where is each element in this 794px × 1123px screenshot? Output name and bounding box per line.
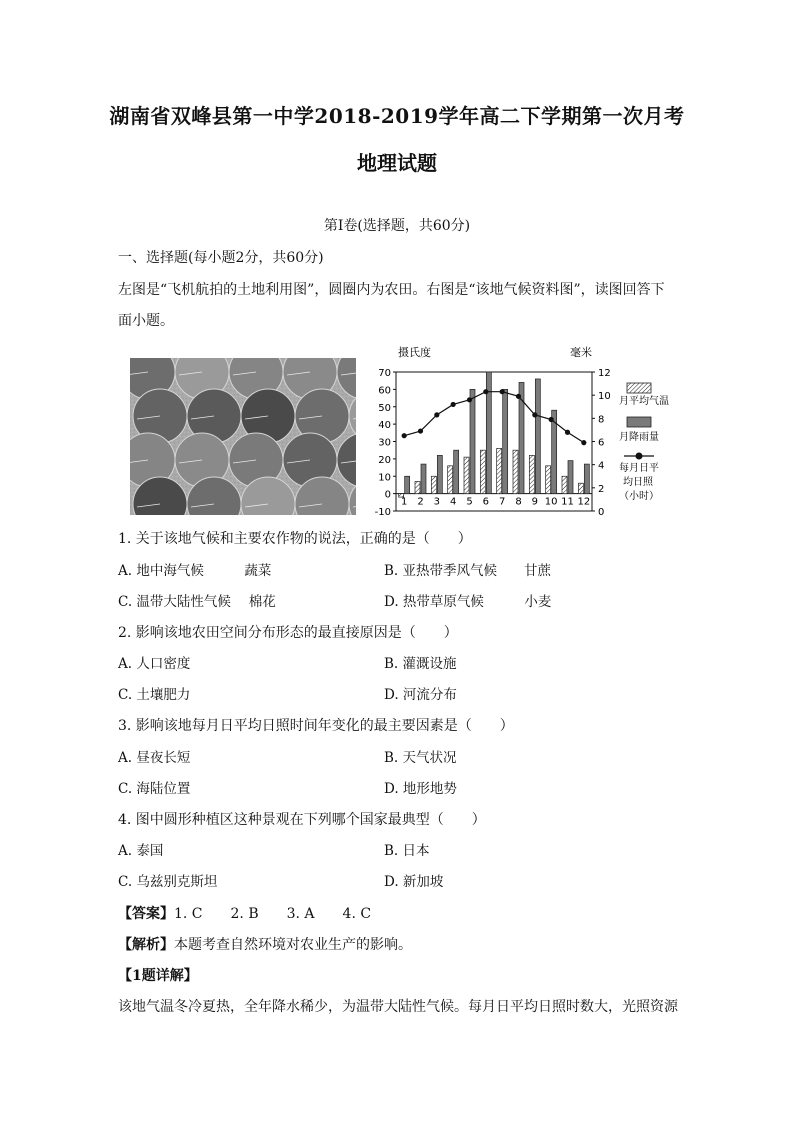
question-2-option-b: B. 灌溉设施 [384,656,457,672]
month-tick-label: 10 [544,496,558,508]
part-heading: 一、选择题(每小题2分，共60分) [118,250,324,266]
legend-temp-swatch [627,383,651,393]
right-axis-tick-label: 2 [598,483,605,495]
document-subtitle: 地理试题 [357,151,437,175]
question-4-stem: 4. 图中圆形种植区这种景观在下列哪个国家最典型（ ） [118,812,486,828]
month-tick-label: 7 [498,496,506,508]
left-axis-tick-label: 50 [378,402,391,414]
intro-text-line1: 左图是“飞机航拍的土地利用图”，圆圈内为农田。右图是“该地气候资料图”，读图回答下 [118,282,665,298]
question-1-option-a: A. 地中海气候 蔬菜 [118,563,272,579]
question-1-stem: 1. 关于该地气候和主要农作物的说法，正确的是（ ） [118,531,472,547]
question-3-option-a: A. 昼夜长短 [118,750,191,766]
detail-label: 【1题详解】 [118,968,198,984]
sunshine-point [402,433,407,438]
right-axis-tick-label: 6 [598,437,605,449]
temperature-bar [546,466,551,494]
temperature-bar [513,450,518,493]
legend-sun-dot [636,453,643,460]
rainfall-bar [503,389,508,493]
month-tick-label: 9 [531,496,539,508]
temperature-bar [464,457,469,493]
analysis-line [118,936,412,954]
legend-rain-swatch [627,417,651,427]
rainfall-bar [454,450,459,493]
sunshine-point [434,412,439,417]
question-2-option-a: A. 人口密度 [118,656,191,672]
legend-rain-label: 月降雨量 [619,432,659,443]
month-tick-label: 3 [433,496,441,508]
question-2-option-c: C. 土壤肥力 [118,687,191,703]
left-axis-tick-label: 20 [378,454,391,466]
temperature-bar [529,455,534,493]
rainfall-bar [584,464,589,494]
rainfall-bar [437,455,442,493]
document-title: 湖南省双峰县第一中学2018-2019学年高二下学期第一次月考 [109,104,685,128]
month-tick-label: 11 [561,496,574,508]
question-3-stem: 3. 影响该地每月日平均日照时间年变化的最主要因素是（ ） [118,718,514,734]
sunshine-point [565,430,570,435]
question-2-option-d: D. 河流分布 [384,687,457,703]
sunshine-point [516,394,521,399]
sunshine-point [451,402,456,407]
temperature-bar [497,448,502,493]
month-tick-label: 2 [417,496,424,508]
temperature-bar [448,466,453,494]
month-tick-label: 6 [482,496,490,508]
question-1-option-b: B. 亚热带季风气候 甘蔗 [384,563,552,579]
intro-text-line2: 面小题。 [118,313,174,329]
temperature-bar [578,483,583,493]
climate-chart [364,344,680,524]
right-axis-label: 毫米 [570,346,592,359]
left-axis-label: 摄氏度 [398,346,431,359]
rainfall-bar [568,461,573,494]
temperature-bar [431,476,436,493]
left-axis-tick-label: 60 [378,385,391,397]
left-axis-tick-label: 70 [378,368,391,379]
legend-sun-label-3: （小时） [619,491,659,502]
left-axis-tick-label: 0 [384,489,391,501]
detail-text: 该地气温冬冷夏热，全年降水稀少，为温带大陆性气候。每月日平均日照时数大，光照资源 [118,999,678,1015]
legend-sun-label-1: 每月日平 [619,463,659,474]
rainfall-bar [470,389,475,493]
left-axis-tick-label: 30 [378,437,391,449]
month-tick-label: 1 [400,496,408,508]
answer-label: 【答案】 [118,906,174,922]
temperature-bar [480,450,485,493]
left-axis-tick-label: -10 [374,507,391,518]
question-4-option-a: A. 泰国 [118,843,164,859]
sunshine-point [418,428,423,433]
sunshine-point [549,417,554,422]
volume-heading: 第Ⅰ卷(选择题，共60分) [323,218,471,234]
question-2-stem: 2. 影响该地农田空间分布形态的最直接原因是（ ） [118,625,458,641]
right-axis-tick-label: 10 [598,391,611,403]
answer-line [118,905,371,923]
question-4-option-d: D. 新加坡 [384,874,444,890]
question-3-option-d: D. 地形地势 [384,781,457,797]
question-4-option-b: B. 日本 [384,843,430,859]
question-1-option-c: C. 温带大陆性气候 棉花 [118,594,276,610]
legend-temp-label: 月平均气温 [619,396,669,407]
question-3-option-c: C. 海陆位置 [118,781,191,797]
question-3-option-b: B. 天气状况 [384,750,457,766]
sunshine-point [467,397,472,402]
right-axis-tick-label: 4 [598,460,605,472]
analysis-text: 本题考查自然环境对农业生产的影响。 [174,937,412,953]
aerial-field-photo [130,358,356,515]
rainfall-bar [421,464,426,494]
temperature-bar [415,481,420,493]
month-tick-label: 8 [515,496,522,508]
sunshine-point [532,412,537,417]
answer-text: 1. C 2. B 3. A 4. C [174,906,372,922]
rainfall-bar [535,379,540,494]
right-axis-tick-label: 8 [598,414,605,426]
left-axis-tick-label: 10 [378,472,391,484]
month-tick-label: 12 [577,496,591,508]
temperature-bar [562,476,567,493]
sunshine-point [483,389,488,394]
legend-sun-label-2: 均日照 [623,477,653,488]
rainfall-bar [405,476,410,493]
month-tick-label: 5 [466,496,473,508]
left-axis-tick-label: 40 [378,420,391,432]
right-axis-tick-label: 0 [598,507,605,518]
month-tick-label: 4 [449,496,457,508]
sunshine-point [500,389,505,394]
right-axis-tick-label: 12 [598,368,611,379]
analysis-label: 【解析】 [118,937,174,953]
question-4-option-c: C. 乌兹别克斯坦 [118,874,218,890]
sunshine-point [581,440,586,445]
question-1-option-d: D. 热带草原气候 小麦 [384,594,552,610]
